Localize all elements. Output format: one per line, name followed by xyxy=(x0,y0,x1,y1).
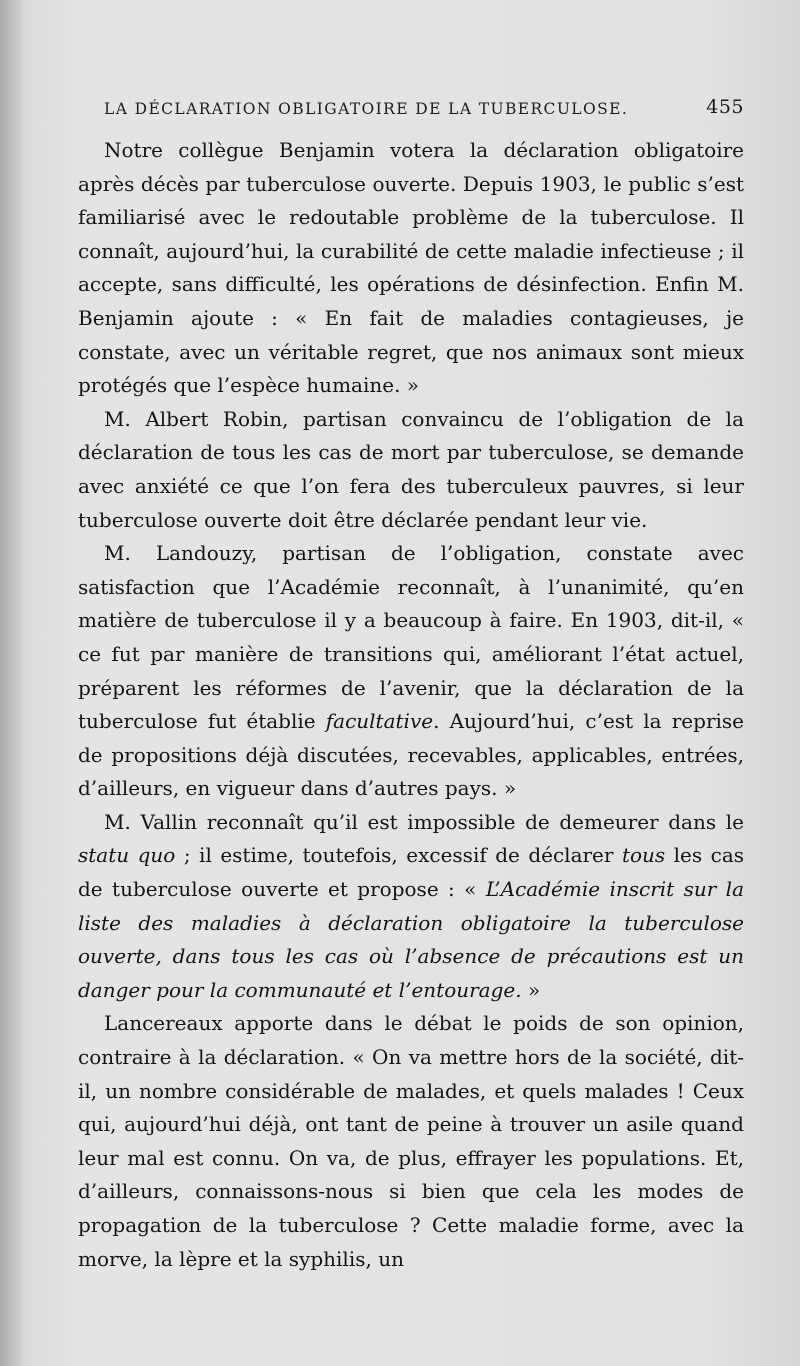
italic-quote: L’Académie inscrit sur la liste des maladies à déclaration obligatoire la tuberculose ouverte, dans tous les cas où l’absence de précautions est un danger pour la communauté et l’entourage. xyxy=(78,877,744,1002)
paragraph-text: . Aujourd’hui, c’est la reprise de propositions déjà discutées, recevables, applicables, entrées, d’ailleurs, en vigueur dans d’autres pays. » xyxy=(78,709,745,801)
body-text xyxy=(78,134,744,1276)
italic-text: facultative xyxy=(325,709,434,734)
paragraph-text: ; il estime, toutefois, excessif de déclarer xyxy=(175,843,622,868)
paragraph-text: M. Landouzy, partisan de l’obligation, constate avec satisfaction que l’Académie reconnaît, à l’unanimité, qu’en matière de tuberculose il y a beaucoup à faire. En 1903, dit-il, « ce fut par manière de transitions qui, améliorant l’état actuel, préparent les réformes de l’avenir, que la déclaration de la tuberculose fut établie xyxy=(78,541,744,734)
paragraph-vallin xyxy=(78,806,744,1008)
paragraph-robin xyxy=(78,403,744,537)
paragraph-text: Notre collègue Benjamin votera la déclaration obligatoire après décès par tuberculose ouverte. Depuis 1903, le public s’est familiarisé avec le redoutable problème de la tuberculose. Il connaît, aujourd’hui, la curabilité de cette maladie infectieuse ; il accepte, sans difficulté, les opérations de désinfection. Enfin M. Benjamin ajoute : « En fait de maladies contagieuses, je constate, avec un véritable regret, que nos animaux sont mieux protégés que l’espèce humaine. » xyxy=(78,138,744,398)
paragraph-text: M. Vallin reconnaît qu’il est impossible de demeurer dans le xyxy=(104,809,744,834)
paragraph-benjamin xyxy=(78,134,744,403)
running-title: LA DÉCLARATION OBLIGATOIRE DE LA TUBERCULOSE. xyxy=(104,100,629,118)
paragraph-text: M. Albert Robin, partisan convaincu de l’obligation de la déclaration de tous les cas de mort par tuberculose, se demande avec anxiété ce que l’on fera des tuberculeux pauvres, si leur tuberculose ouverte doit être déclarée pendant leur vie. xyxy=(78,406,744,532)
italic-text: statu quo xyxy=(78,843,176,868)
paragraph-landouzy xyxy=(78,537,744,806)
italic-text: tous xyxy=(621,843,666,868)
page-number: 455 xyxy=(706,96,744,118)
paragraph-text: » xyxy=(521,977,541,1002)
paragraph-lancereaux xyxy=(78,1007,744,1276)
page-fold-shadow xyxy=(0,0,22,1366)
paragraph-text: les cas de tuberculose ouverte et propose : « xyxy=(78,843,745,902)
paragraph-text: Lancereaux apporte dans le débat le poids de son opinion, contraire à la déclaration. « On va mettre hors de la société, dit-il, un nombre considérable de malades, et quels malades ! Ceux qui, aujourd’hui déjà, ont tant de peine à trouver un asile quand leur mal est connu. On va, de plus, effrayer les populations. Et, d’ailleurs, connaissons-nous si bien que cela les modes de propagation de la tuberculose ? Cette maladie forme, avec la morve, la lèpre et la syphilis, un xyxy=(78,1011,744,1271)
running-head xyxy=(104,96,744,126)
